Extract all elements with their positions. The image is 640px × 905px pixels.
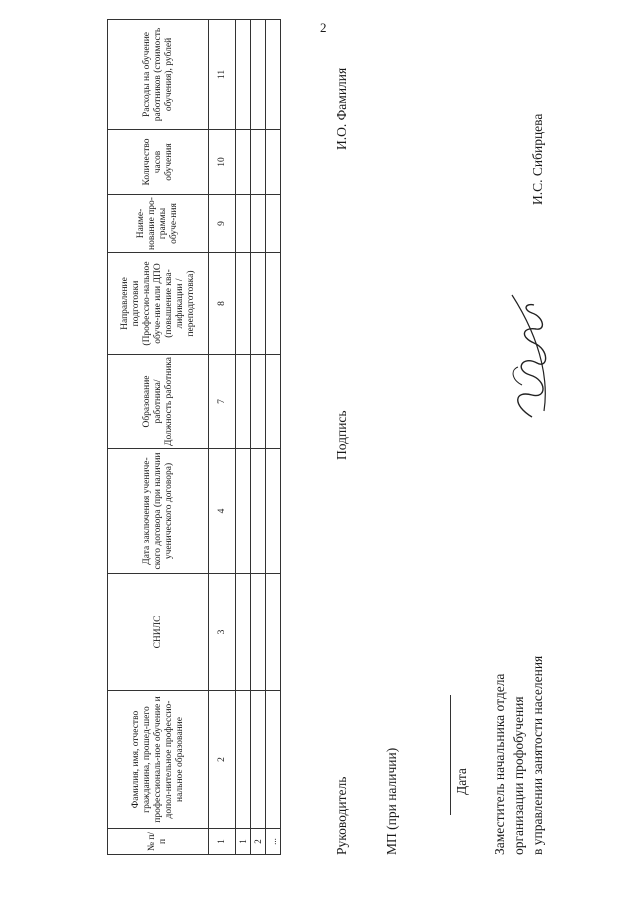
header-cell: Расходы на обучение работников (стоимость обучения), рублей [108, 20, 209, 130]
row-number: 2 [251, 829, 266, 855]
column-number-row [209, 20, 236, 855]
table-cell [236, 691, 251, 829]
header-cell: Образование работника/ Должность работника [108, 355, 209, 449]
table-cell [251, 20, 266, 130]
deputy-name: И.С. Сибирцева [530, 113, 545, 205]
deputy-title-line-3: в управлении занятости населения [530, 655, 545, 855]
column-number: 10 [209, 130, 236, 195]
column-number: 1 [209, 829, 236, 855]
date-label: Дата [454, 768, 469, 795]
table-cell [251, 195, 266, 253]
column-number: 4 [209, 449, 236, 574]
table-cell [266, 195, 281, 253]
table-cell [266, 574, 281, 691]
table-cell [236, 449, 251, 574]
table-cell [266, 355, 281, 449]
table-row [266, 20, 281, 855]
column-number: 3 [209, 574, 236, 691]
table-row [236, 20, 251, 855]
training-report-table [107, 19, 281, 855]
table-cell [266, 20, 281, 130]
table-cell [266, 130, 281, 195]
name-label: И.О. Фамилия [334, 67, 349, 150]
header-cell: Количество часов обучения [108, 130, 209, 195]
table-cell [236, 253, 251, 355]
table-cell [236, 20, 251, 130]
stamp-label: МП (при наличии) [384, 747, 399, 855]
table-cell [251, 253, 266, 355]
table-cell [251, 574, 266, 691]
deputy-title-line-2: организации профобучения [511, 696, 526, 855]
table-cell [251, 449, 266, 574]
column-number: 2 [209, 691, 236, 829]
header-cell: Фамилия, имя, отчество гражданина, прошед-шего профессиональ-ное обучение и допол-нительное профессио-нальное образование [108, 691, 209, 829]
row-number: ... [266, 829, 281, 855]
table-cell [251, 355, 266, 449]
row-number: 1 [236, 829, 251, 855]
header-cell: № п/п [108, 829, 209, 855]
header-cell: Дата заключения учениче-ского договора (при наличии ученического договора) [108, 449, 209, 574]
page-number: 2 [320, 20, 327, 35]
column-number: 8 [209, 253, 236, 355]
header-cell: Направление подготовки (Профессио-нальное обуче-ние или ДПО (повышение ква-лификации /переподготовка) [108, 253, 209, 355]
table-row [251, 20, 266, 855]
table-cell [236, 130, 251, 195]
header-cell: Наиме-нование про-граммы обуче-ния [108, 195, 209, 253]
table-cell [266, 449, 281, 574]
handwritten-signature [492, 285, 562, 425]
header-cell: СНИЛС [108, 574, 209, 691]
table-header-row [108, 20, 209, 855]
column-number: 9 [209, 195, 236, 253]
date-line [450, 695, 451, 815]
table-cell [251, 130, 266, 195]
deputy-title-line-1: Заместитель начальника отдела [492, 673, 507, 855]
rotated-page-content [12, 5, 612, 855]
head-label: Руководитель [334, 776, 349, 855]
table-cell [266, 253, 281, 355]
column-number: 7 [209, 355, 236, 449]
table-cell [236, 195, 251, 253]
signature-label: Подпись [334, 410, 349, 460]
table-cell [236, 574, 251, 691]
table-cell [236, 355, 251, 449]
table-cell [251, 691, 266, 829]
column-number: 11 [209, 20, 236, 130]
table-cell [266, 691, 281, 829]
